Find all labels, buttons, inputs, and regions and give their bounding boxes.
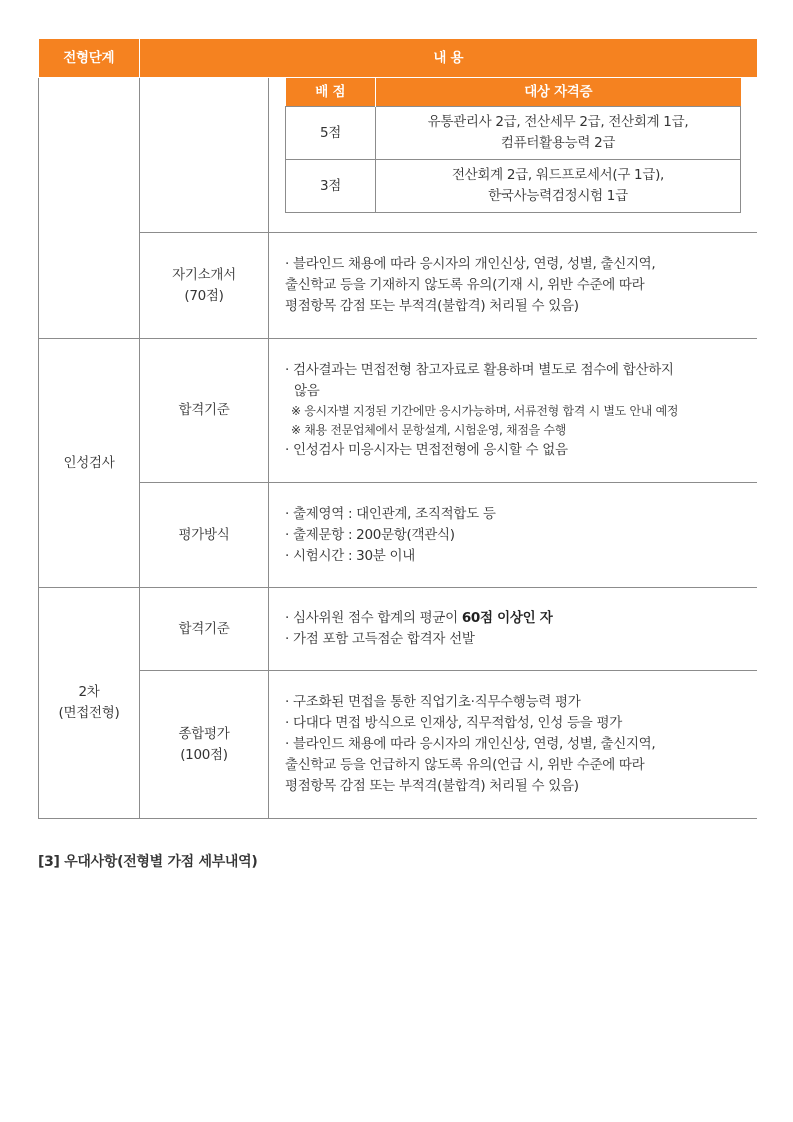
bullet-item: · 블라인드 채용에 따라 응시자의 개인신상, 연령, 성별, 출신지역, [285, 256, 656, 272]
table-row [39, 233, 757, 339]
table-row [39, 78, 757, 233]
bullet-item: · 검사결과는 면접전형 참고자료로 활용하며 별도로 점수에 합산하지 않음 [285, 362, 674, 399]
table-row [39, 588, 757, 671]
cert-line: 한국사능력검정시험 1급 [488, 188, 628, 204]
cert-line: 전산회계 2급, 워드프로세서(구 1급), [451, 167, 665, 183]
cert-line: 컴퓨터활용능력 2급 [500, 135, 616, 151]
item-cell-criteria: 합격기준 [140, 339, 269, 483]
item-score: (100점) [180, 746, 228, 763]
stage-cell-personality: 인성검사 [39, 339, 140, 588]
content-cell-self-intro [269, 233, 757, 339]
item-cell-method: 평가방식 [140, 483, 269, 588]
cert-score: 5점 [286, 107, 376, 160]
bullet-item: · 시험시간 : 30분 이내 [285, 547, 415, 564]
stage-sublabel: (면접전형) [58, 705, 120, 721]
item-cell-interview-criteria: 합격기준 [140, 588, 269, 671]
section-title: [3] 우대사항(전형별 가점 세부내역) [38, 854, 258, 870]
item-cell-certificate [140, 78, 269, 233]
content-cell-personality-method [269, 483, 757, 588]
cert-line: 유통관리사 2급, 전산세무 2급, 전산회계 1급, [427, 114, 689, 130]
stage-cell-document [39, 78, 140, 339]
content-cell-personality-criteria [269, 339, 757, 483]
header-stage: 전형단계 [39, 39, 140, 78]
note-item: ※ 응시자별 지정된 기간에만 응시가능하며, 서류전형 합격 시 별도 안내 예정 [291, 404, 679, 418]
item-label: 종합평가 [178, 725, 230, 742]
cert-row [286, 107, 741, 160]
content-cell-overall [269, 671, 757, 819]
item-score: (70점) [184, 287, 224, 304]
table-row [39, 483, 757, 588]
cert-row [286, 160, 741, 213]
table-row [39, 339, 757, 483]
note-item: ※ 채용 전문업체에서 문항설계, 시험운영, 채점을 수행 [291, 423, 567, 437]
screening-table [38, 38, 757, 819]
header-content: 내 용 [140, 39, 757, 78]
bullet-item: 출신학교 등을 기재하지 않도록 유의(기재 시, 위반 수준에 따라 [285, 277, 645, 293]
cert-header-cert: 대상 자격증 [376, 78, 741, 107]
bullet-item: · 출제문항 : 200문항(객관식) [285, 526, 455, 543]
content-cell-interview-criteria [269, 588, 757, 671]
bullet-item: · 심사위원 점수 합계의 평균이 60점 이상인 자 [285, 610, 553, 626]
table-row [39, 671, 757, 819]
stage-label: 2차 [78, 684, 100, 700]
highlight-text: 60점 이상인 자 [461, 610, 553, 626]
bullet-item: 평점항목 감점 또는 부적격(불합격) 처리될 수 있음) [285, 298, 579, 314]
bullet-item: · 블라인드 채용에 따라 응시자의 개인신상, 연령, 성별, 출신지역, [285, 736, 656, 752]
item-cell-overall [140, 671, 269, 819]
bullet-item: · 다대다 면접 방식으로 인재상, 직무적합성, 인성 등을 평가 [285, 715, 622, 731]
item-cell-self-intro [140, 233, 269, 339]
bullet-item: 평점항목 감점 또는 부적격(불합격) 처리될 수 있음) [285, 778, 579, 794]
cert-list [376, 107, 741, 160]
cert-header-score: 배 점 [286, 78, 376, 107]
cert-list [376, 160, 741, 213]
cert-score: 3점 [286, 160, 376, 213]
table-header-row [39, 39, 757, 78]
certificate-table [285, 78, 741, 213]
bullet-item: · 가점 포함 고득점순 합격자 선발 [285, 631, 475, 647]
cert-table-cell [269, 78, 757, 233]
stage-cell-interview [39, 588, 140, 819]
bullet-item: · 구조화된 면접을 통한 직업기초·직무수행능력 평가 [285, 694, 581, 710]
bullet-item: 출신학교 등을 언급하지 않도록 유의(언급 시, 위반 수준에 따라 [285, 757, 645, 773]
bullet-item: · 출제영역 : 대인관계, 조직적합도 등 [285, 505, 496, 522]
item-label: 자기소개서 [172, 266, 236, 283]
bullet-item: · 인성검사 미응시자는 면접전형에 응시할 수 없음 [285, 442, 568, 458]
